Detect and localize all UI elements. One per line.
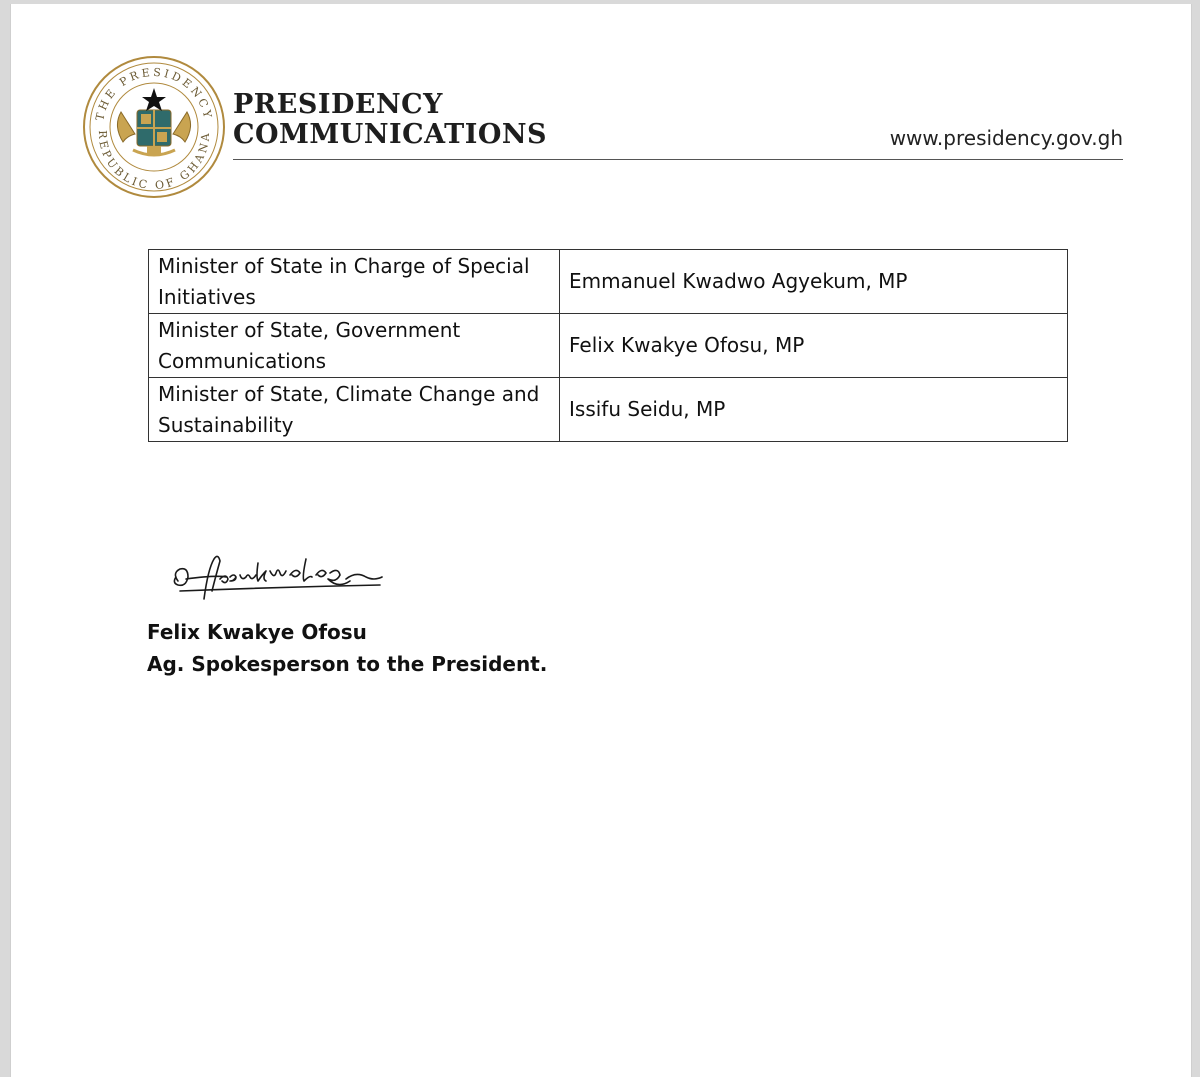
handwritten-signature: [166, 549, 396, 614]
seal-text-top: THE PRESIDENCY: [93, 65, 215, 122]
table-row: [149, 314, 1068, 378]
name-cell: Issifu Seidu, MP: [560, 378, 1068, 442]
role-cell: Minister of State, Government Communications: [149, 314, 560, 378]
document-page: [10, 4, 1192, 1077]
header-divider: [233, 159, 1123, 160]
brand-line-1: PRESIDENCY: [233, 89, 443, 120]
seal-text-bottom: REPUBLIC OF GHANA: [95, 130, 213, 193]
brand-title: [233, 90, 547, 150]
presidency-seal-logo: [81, 54, 227, 200]
signer-block: [147, 616, 547, 680]
name-cell: Emmanuel Kwadwo Agyekum, MP: [560, 250, 1068, 314]
table-row: [149, 250, 1068, 314]
appointments-table: [148, 249, 1068, 442]
table-row: [149, 378, 1068, 442]
brand-line-2: COMMUNICATIONS: [233, 119, 548, 150]
name-cell: Felix Kwakye Ofosu, MP: [560, 314, 1068, 378]
signer-name: Felix Kwakye Ofosu: [147, 620, 367, 644]
signer-title: Ag. Spokesperson to the President.: [147, 652, 548, 676]
website-url: www.presidency.gov.gh: [889, 126, 1123, 150]
role-cell: Minister of State, Climate Change and Sustainability: [149, 378, 560, 442]
role-cell: Minister of State in Charge of Special Initiatives: [149, 250, 560, 314]
